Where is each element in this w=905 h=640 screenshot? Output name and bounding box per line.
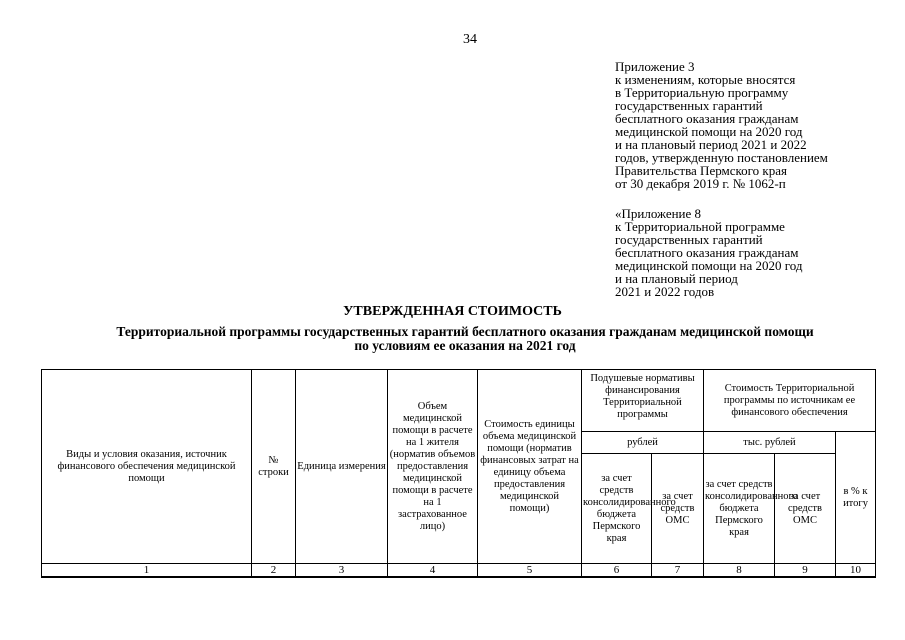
appendix-original-line: «Приложение 8 [615, 206, 702, 221]
header-row-number: № строки [252, 370, 296, 564]
appendix-change-line: медицинской помощи на 2020 год [615, 124, 803, 139]
appendix-change-line: Правительства Пермского края [615, 163, 787, 178]
header-oms-thousand: за счет средств ОМС [775, 454, 836, 564]
appendix-change-line: Приложение 3 [615, 59, 695, 74]
column-number-cell: 10 [836, 564, 876, 578]
document-subtitle-line: по условиям ее оказания на 2021 год [354, 338, 576, 353]
appendix-change-header [615, 60, 900, 190]
header-consolidated-budget-rubles: за счет средств консолидированного бюджета Пермского края [582, 454, 652, 564]
appendix-original-line: 2021 и 2022 годов [615, 284, 715, 299]
column-number-cell: 6 [582, 564, 652, 578]
appendix-original-line: к Территориальной программе [615, 219, 785, 234]
header-volume-per-resident: Объем медицинской помощи в расчете на 1 жителя (норматив объемов предоставления медицинской помощи в расчете на 1 застрахованное лицо) [388, 370, 478, 564]
column-number-row [42, 564, 876, 578]
appendix-change-line: годов, утвержденную постановлением [615, 150, 828, 165]
header-unit: Единица измерения [296, 370, 388, 564]
column-number-cell: 9 [775, 564, 836, 578]
appendix-change-line: бесплатного оказания гражданам [615, 111, 799, 126]
appendix-original-line: бесплатного оказания гражданам [615, 245, 799, 260]
column-number-cell: 8 [704, 564, 775, 578]
cost-table [41, 369, 876, 578]
document-title: УТВЕРЖДЕННАЯ СТОИМОСТЬ [343, 304, 562, 319]
column-number-cell: 5 [478, 564, 582, 578]
appendix-change-line: и на плановый период 2021 и 2022 [615, 137, 807, 152]
appendix-change-line: от 30 декабря 2019 г. № 1062-п [615, 176, 786, 191]
column-number-cell: 1 [42, 564, 252, 578]
header-unit-cost: Стоимость единицы объема медицинской помощи (норматив финансовых затрат на единицу объема предоставления медицинской помощи) [478, 370, 582, 564]
header-unit-rubles: рублей [582, 432, 704, 454]
document-subtitle [60, 325, 870, 353]
header-per-capita-norms: Подушевые нормативы финансирования Территориальной программы [582, 370, 704, 432]
appendix-original-line: государственных гарантий [615, 232, 763, 247]
column-number-cell: 3 [296, 564, 388, 578]
document-subtitle-line: Территориальной программы государственных гарантий бесплатного оказания гражданам медицинской помощи [116, 324, 814, 339]
page-number: 34 [463, 32, 477, 47]
appendix-change-line: к изменениям, которые вносятся [615, 72, 796, 87]
appendix-change-line: государственных гарантий [615, 98, 763, 113]
appendix-original-line: и на плановый период [615, 271, 738, 286]
column-number-cell: 7 [652, 564, 704, 578]
appendix-original-line: медицинской помощи на 2020 год [615, 258, 803, 273]
header-unit-thousand-rubles: тыс. рублей [704, 432, 836, 454]
column-number-cell: 4 [388, 564, 478, 578]
appendix-change-line: в Территориальную программу [615, 85, 789, 100]
header-consolidated-budget-thousand: за счет средств консолидированного бюджета Пермского края [704, 454, 775, 564]
header-types-and-conditions: Виды и условия оказания, источник финансового обеспечения медицинской помощи [42, 370, 252, 564]
header-oms-rubles: за счет средств ОМС [652, 454, 704, 564]
column-number-cell: 2 [252, 564, 296, 578]
header-program-cost: Стоимость Территориальной программы по источникам ее финансового обеспечения [704, 370, 876, 432]
header-percent-of-total: в % к итогу [836, 432, 876, 564]
appendix-original-header [615, 207, 900, 298]
